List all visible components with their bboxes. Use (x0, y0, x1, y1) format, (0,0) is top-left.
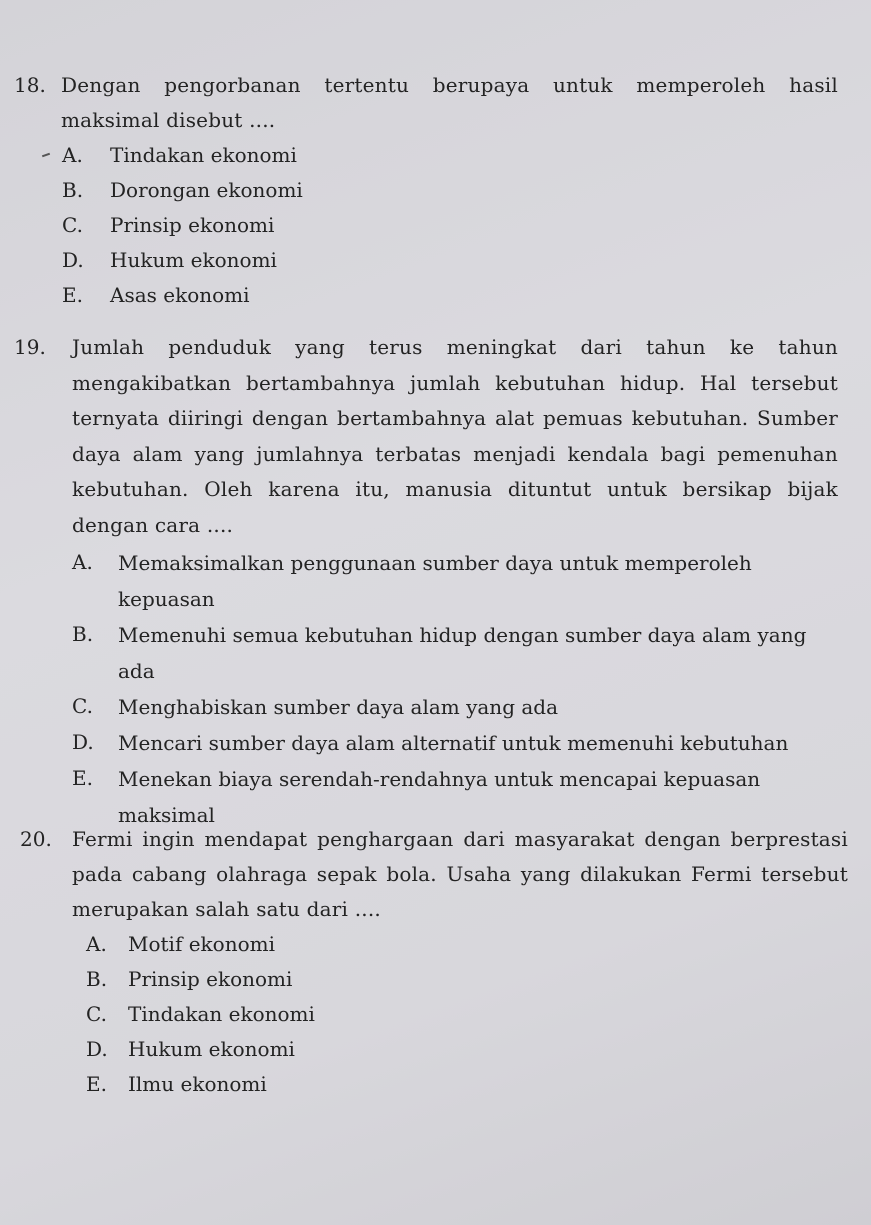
option-e[interactable] (62, 278, 854, 313)
option-letter: A. (62, 143, 83, 167)
question-18 (14, 68, 854, 313)
option-text: Mencari sumber daya alam alternatif untuk memenuhi kebutuhan (118, 731, 789, 755)
option-e[interactable] (86, 1067, 854, 1102)
option-letter: E. (72, 766, 93, 790)
option-letter: E. (86, 1072, 107, 1096)
option-letter: A. (86, 932, 107, 956)
question-20 (14, 822, 854, 1102)
option-text: Motif ekonomi (128, 932, 275, 956)
question-number: 19. (14, 335, 46, 359)
option-c[interactable] (72, 689, 854, 725)
option-a[interactable] (62, 138, 854, 173)
option-letter: D. (72, 730, 94, 754)
option-letter: A. (72, 550, 93, 574)
option-letter: C. (72, 694, 93, 718)
option-text: Asas ekonomi (110, 283, 250, 307)
option-text: Hukum ekonomi (128, 1037, 295, 1061)
option-c[interactable] (86, 997, 854, 1032)
option-b[interactable] (86, 962, 854, 997)
question-number: 20. (20, 827, 52, 851)
option-text: Menghabiskan sumber daya alam yang ada (118, 695, 558, 719)
option-d[interactable] (86, 1032, 854, 1067)
option-letter: B. (86, 967, 108, 991)
option-b[interactable] (62, 173, 854, 208)
option-letter: B. (72, 622, 94, 646)
question-number: 18. (14, 73, 46, 97)
option-a[interactable] (72, 545, 854, 617)
option-d[interactable] (62, 243, 854, 278)
question-text: Jumlah penduduk yang terus meningkat dari tahun ke tahun mengakibatkan bertambahnya jumlah kebutuhan hidup. Hal tersebut ternyata diiringi dengan bertambahnya alat pemuas kebutuhan. Sumber daya alam yang jumlahnya terbatas menjadi kendala bagi pemenuhan kebutuhan. Oleh karena itu, manusia dituntut untuk bersikap bijak dengan cara .... (72, 335, 838, 537)
question-text: Fermi ingin mendapat penghargaan dari masyarakat dengan berprestasi pada cabang olahraga sepak bola. Usaha yang dilakukan Fermi tersebut merupakan salah satu dari .... (72, 827, 848, 921)
option-text: Memenuhi semua kebutuhan hidup dengan sumber daya alam yang ada (118, 623, 807, 683)
option-c[interactable] (62, 208, 854, 243)
question-19 (14, 330, 854, 833)
option-d[interactable] (72, 725, 854, 761)
option-letter: B. (62, 178, 84, 202)
option-text: Hukum ekonomi (110, 248, 277, 272)
option-text: Ilmu ekonomi (128, 1072, 267, 1096)
option-a[interactable] (86, 927, 854, 962)
option-text: Memaksimalkan penggunaan sumber daya untuk memperoleh kepuasan (118, 551, 752, 611)
option-text: Menekan biaya serendah-rendahnya untuk mencapai kepuasan maksimal (118, 767, 761, 827)
option-list (14, 545, 854, 833)
option-text: Dorongan ekonomi (110, 178, 303, 202)
question-text: Dengan pengorbanan tertentu berupaya untuk memperoleh hasil maksimal disebut .... (61, 73, 838, 132)
option-text: Prinsip ekonomi (110, 213, 275, 237)
option-letter: C. (86, 1002, 107, 1026)
option-b[interactable] (72, 617, 854, 689)
option-letter: D. (86, 1037, 108, 1061)
option-text: Tindakan ekonomi (110, 143, 297, 167)
option-letter: D. (62, 248, 84, 272)
option-text: Prinsip ekonomi (128, 967, 293, 991)
option-text: Tindakan ekonomi (128, 1002, 315, 1026)
option-letter: E. (62, 283, 83, 307)
option-list (14, 927, 854, 1102)
option-list (14, 138, 854, 313)
option-letter: C. (62, 213, 83, 237)
